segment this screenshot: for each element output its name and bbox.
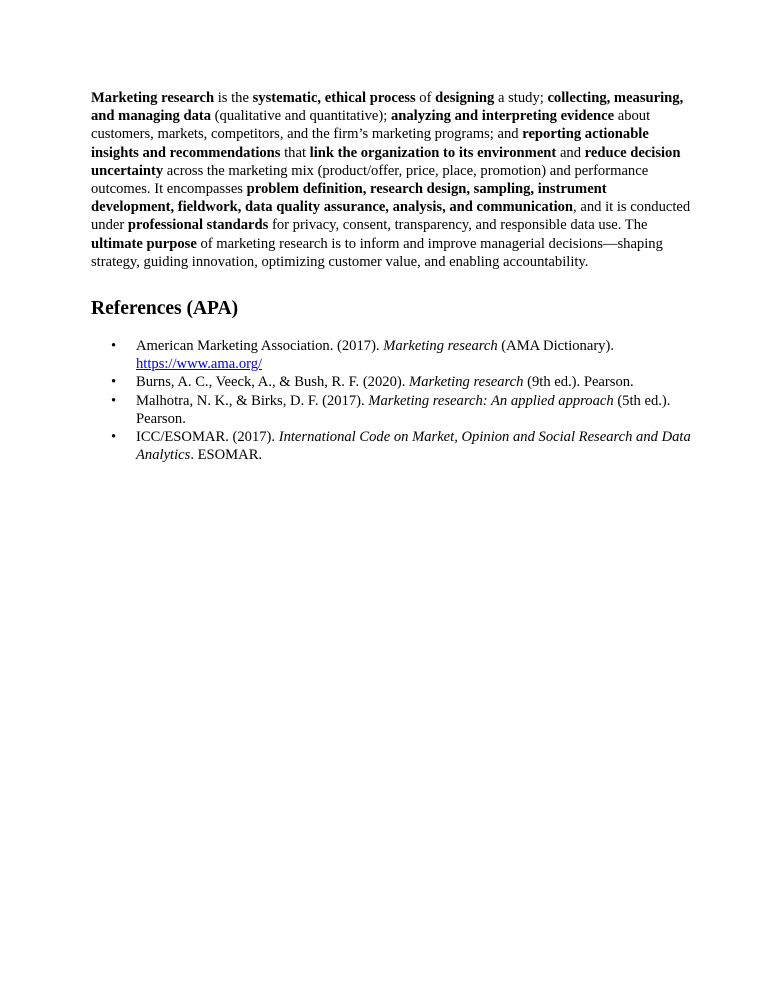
reference-authors: American Marketing Association. (2017). [136, 338, 384, 354]
reference-details: (5th ed.). Pearson. [136, 392, 671, 427]
bold-term: Marketing research [91, 90, 215, 106]
reference-details: . ESOMAR. [190, 447, 263, 464]
bold-term: problem definition, research design, sampling, instrument development, fieldwork, data quality assurance, analysis, and communication [91, 181, 607, 216]
reference-item [91, 337, 691, 373]
bullet-icon: • [111, 429, 117, 446]
bold-term: reduce decision uncertainty [91, 144, 681, 179]
text-run: of marketing research is to inform and improve managerial decisions—shaping strategy, guiding innovation, optimizing customer value, and enabling accountability. [91, 235, 663, 270]
bullet-icon: • [111, 392, 117, 409]
bold-term: systematic, ethical process [252, 90, 416, 106]
bold-term: professional standards [127, 217, 269, 234]
bold-term: collecting, measuring, and managing data [91, 90, 684, 125]
bullet-icon: • [111, 338, 117, 354]
text-run: and [556, 144, 585, 161]
reference-title: Marketing research [383, 338, 498, 354]
reference-details: (AMA Dictionary). [497, 338, 614, 354]
bold-term: analyzing and interpreting evidence [390, 108, 615, 125]
reference-authors: Malhotra, N. K., & Birks, D. F. (2017). [136, 392, 369, 409]
bullet-icon: • [111, 374, 117, 391]
references-heading: References (APA) [91, 298, 239, 319]
reference-item [91, 373, 691, 391]
text-run: a study; [494, 90, 548, 106]
text-run: , and it is conducted under [91, 199, 691, 234]
text-run: for privacy, consent, transparency, and responsible data use. The [268, 217, 648, 234]
bold-term: designing [435, 90, 495, 106]
reference-item [91, 392, 691, 428]
text-run: of [415, 90, 436, 106]
text-run: is the [214, 90, 253, 106]
references-list [91, 337, 691, 464]
reference-authors: Burns, A. C., Veeck, A., & Bush, R. F. (2020). [136, 374, 410, 391]
reference-title: Marketing research [409, 374, 524, 391]
reference-title: Marketing research: An applied approach [368, 392, 614, 409]
bold-term: reporting actionable insights and recommendations [91, 126, 649, 161]
reference-link[interactable]: https://www.ama.org/ [136, 356, 263, 373]
text-run: (qualitative and quantitative); [211, 108, 391, 125]
text-run: that [280, 144, 310, 161]
text-run: across the marketing mix (product/offer, price, place, promotion) and performance outcomes. It encompasses [91, 162, 649, 198]
bold-term: ultimate purpose [91, 235, 197, 252]
reference-item [91, 428, 691, 464]
reference-title: International Code on Market, Opinion and Social Research and Data Analytics [136, 429, 691, 464]
reference-details: (9th ed.). Pearson. [523, 374, 634, 391]
reference-authors: ICC/ESOMAR. (2017). [136, 429, 279, 446]
definition-paragraph [91, 89, 691, 271]
text-run: about customers, markets, competitors, and the firm’s marketing programs; and [91, 108, 651, 143]
bold-term: link the organization to its environment [309, 144, 557, 161]
